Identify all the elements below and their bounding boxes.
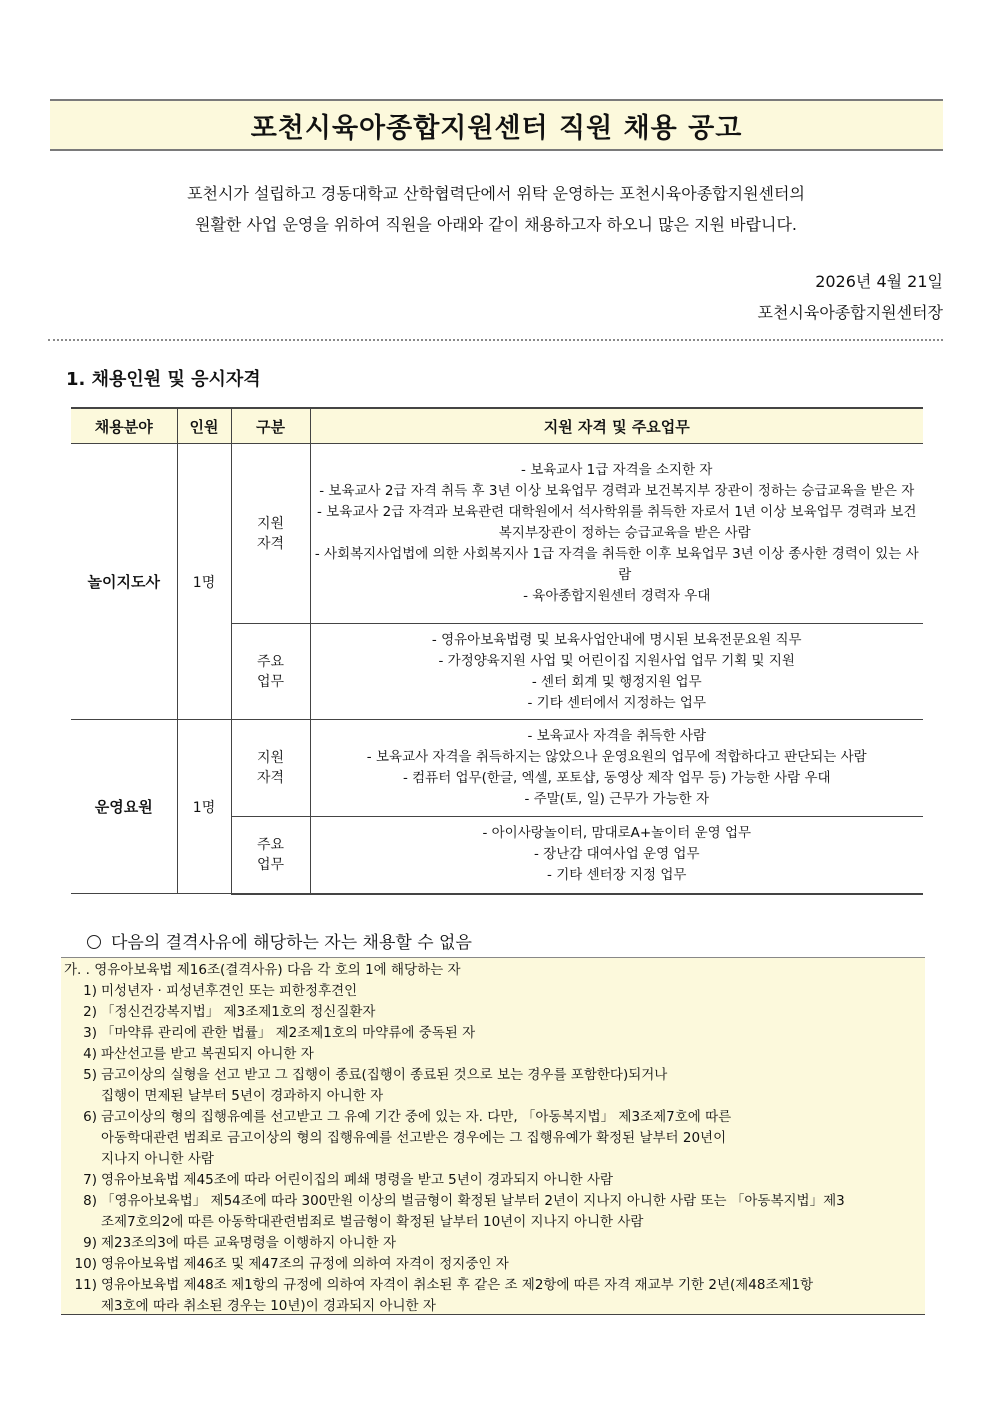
list-item: - 컴퓨터 업무(한글, 엑셀, 포토샵, 동영상 제작 업무 등) 가능한 사람 우대 xyxy=(402,770,831,786)
description-cell xyxy=(310,720,923,817)
issue-date: 2026년 4월 21일 xyxy=(815,272,943,291)
item-number: 5) xyxy=(83,1067,97,1083)
list-item: - 보육교사 1급 자격을 소지한 자 xyxy=(521,462,713,478)
item-number: 4) xyxy=(83,1046,97,1062)
category-label: 자격 xyxy=(256,535,285,552)
item-text: 「정신건강복지법」 제3조제1호의 정신질환자 xyxy=(101,1004,376,1020)
category-cell xyxy=(231,720,310,817)
item-text: 「영유아보육법」 제54조에 따라 300만원 이상의 벌금형이 확정된 날부터 2년이 지나지 아니한 사람 또는 「아동복지법」제3 xyxy=(101,1193,845,1209)
column-header: 지원 자격 및 주요업무 xyxy=(310,408,923,444)
table-row xyxy=(71,720,923,817)
disqualification-item xyxy=(63,1296,925,1317)
issuer: 포천시육아종합지원센터장 xyxy=(757,303,943,322)
item-number: 1) xyxy=(83,983,97,999)
category-label: 지원 xyxy=(256,750,285,766)
item-number: 11) xyxy=(74,1277,97,1293)
disqualification-item xyxy=(63,1191,925,1212)
list-item: - 장난감 대여사업 운영 업무 xyxy=(534,846,700,863)
column-header: 구분 xyxy=(231,408,310,444)
disqualification-item xyxy=(63,1128,925,1149)
disqualification-item xyxy=(63,1212,925,1233)
disqualification-item xyxy=(63,1149,925,1170)
disqualification-item xyxy=(63,1023,925,1044)
disqualification-item xyxy=(63,981,925,1002)
title-box xyxy=(50,99,943,151)
list-item: - 사회복지사업법에 의한 사회복지사 1급 자격을 취득한 이후 보육업무 3년 이상 종사한 경력이 있는 사람 xyxy=(314,546,919,583)
category-cell xyxy=(231,444,310,624)
item-text: 금고이상의 형의 집행유예를 선고받고 그 유예 기간 중에 있는 자. 다만, 「아동복지법」 제3조제7호에 따른 xyxy=(101,1109,732,1125)
item-text: 금고이상의 실형을 선고 받고 그 집행이 종료(집행이 종료된 것으로 보는 경우를 포함한다)되거나 xyxy=(101,1067,668,1083)
intro-paragraph xyxy=(0,178,992,240)
headcount: 1명 xyxy=(177,444,231,720)
disqualification-item xyxy=(63,1254,925,1275)
list-item: - 보육교사 2급 자격 취득 후 3년 이상 보육업무 경력과 보건복지부 장관이 정하는 승급교육을 받은 자 xyxy=(319,483,915,499)
list-item: - 주말(토, 일) 근무가 가능한 자 xyxy=(524,791,710,807)
table-header-row xyxy=(71,408,923,444)
item-text: 영유아보육법 제48조 제1항의 규정에 의하여 자격이 취소된 후 같은 조 제2항에 따른 자격 재교부 기한 2년(제48조제1항 xyxy=(101,1277,814,1293)
field-name: 놀이지도사 xyxy=(71,444,177,720)
description-cell xyxy=(310,444,923,624)
disqualification-box xyxy=(61,957,925,1315)
description-cell xyxy=(310,624,923,720)
item-number: 2) xyxy=(83,1004,97,1020)
item-number: 8) xyxy=(83,1193,97,1209)
intro-line: 포천시가 설립하고 경동대학교 산학협력단에서 위탁 운영하는 포천시육아종합지원센터의 xyxy=(187,184,805,203)
item-number xyxy=(63,1296,101,1317)
category-label: 주요 xyxy=(256,653,285,670)
disqualification-item xyxy=(63,1086,925,1107)
item-number xyxy=(63,1128,101,1149)
description-cell xyxy=(310,817,923,894)
dotted-divider xyxy=(48,339,943,341)
item-text: 미성년자 · 피성년후견인 또는 피한정후견인 xyxy=(101,983,358,999)
category-label: 업무 xyxy=(256,673,285,690)
list-item: - 센터 회계 및 행정지원 업무 xyxy=(531,673,702,690)
item-number: 3) xyxy=(83,1025,97,1041)
disqualification-heading: 가. . 영유아보육법 제16조(결격사유) 다음 각 호의 1에 해당하는 자 xyxy=(64,962,461,978)
disqualification-item xyxy=(63,1002,925,1023)
list-item: - 보육교사 2급 자격과 보육관련 대학원에서 석사학위를 취득한 자로서 1년 이상 보육업무 경력과 보건복지부장관이 정하는 승급교육을 받은 사람 xyxy=(317,504,917,541)
item-text: 제23조의3에 따른 교육명령을 이행하지 아니한 자 xyxy=(101,1235,397,1251)
item-text: 지나지 아니한 사람 xyxy=(101,1151,214,1167)
list-item: - 기타 센터장 지정 업무 xyxy=(547,867,687,884)
intro-line: 원활한 사업 운영을 위하여 직원을 아래와 같이 채용하고자 하오니 많은 지원 바랍니다. xyxy=(195,215,797,234)
item-text: 파산선고를 받고 복권되지 아니한 자 xyxy=(101,1046,314,1062)
disqualification-item xyxy=(63,1275,925,1296)
list-item: - 가정양육지원 사업 및 어린이집 지원사업 업무 기획 및 지원 xyxy=(438,652,795,669)
list-item: - 영유아보육법령 및 보육사업안내에 명시된 보육전문요원 직무 xyxy=(431,631,802,648)
item-number: 6) xyxy=(83,1109,97,1125)
category-label: 주요 xyxy=(256,836,285,853)
list-item: - 보육교사 자격을 취득하지는 않았으나 운영요원의 업무에 적합하다고 판단되는 사람 xyxy=(366,749,867,765)
list-item: - 보육교사 자격을 취득한 사람 xyxy=(527,728,707,744)
section-title: 1. 채용인원 및 응시자격 xyxy=(66,369,261,390)
headcount: 1명 xyxy=(177,720,231,894)
table-row xyxy=(71,444,923,624)
category-label: 업무 xyxy=(256,856,285,873)
page-title: 포천시육아종합지원센터 직원 채용 공고 xyxy=(250,112,743,144)
item-text: 제3호에 따라 취소된 경우는 10년)이 경과되지 아니한 자 xyxy=(101,1298,436,1314)
item-number xyxy=(63,1086,101,1107)
item-number: 7) xyxy=(83,1172,97,1188)
category-cell xyxy=(231,817,310,894)
list-item: - 아이사랑놀이터, 맘대로A+놀이터 운영 업무 xyxy=(482,825,752,842)
category-label: 지원 xyxy=(256,515,285,532)
disqualification-item xyxy=(63,1170,925,1191)
item-text: 영유아보육법 제45조에 따라 어린이집의 폐쇄 명령을 받고 5년이 경과되지 아니한 사람 xyxy=(101,1172,614,1188)
item-text: 「마약류 관리에 관한 법률」 제2조제1호의 마약류에 중독된 자 xyxy=(101,1025,476,1041)
item-number xyxy=(63,1212,101,1233)
disqualification-item xyxy=(63,1065,925,1086)
category-cell xyxy=(231,624,310,720)
column-header: 인원 xyxy=(177,408,231,444)
item-text: 아동학대관련 범죄로 금고이상의 형의 집행유예를 선고받은 경우에는 그 집행유예가 확정된 날부터 20년이 xyxy=(101,1130,727,1146)
disqualification-item xyxy=(63,1044,925,1065)
item-number xyxy=(63,1149,101,1170)
item-number: 9) xyxy=(83,1235,97,1251)
item-text: 집행이 면제된 날부터 5년이 경과하지 아니한 자 xyxy=(101,1088,384,1104)
notice-text: 다음의 결격사유에 해당하는 자는 채용할 수 없음 xyxy=(111,933,472,953)
item-text: 영유아보육법 제46조 및 제47조의 규정에 의하여 자격이 정지중인 자 xyxy=(101,1256,509,1272)
list-item: - 육아종합지원센터 경력자 우대 xyxy=(523,588,711,604)
list-item: - 기타 센터에서 지정하는 업무 xyxy=(527,694,707,711)
field-name: 운영요원 xyxy=(71,720,177,894)
item-number: 10) xyxy=(74,1256,97,1272)
disqualification-item xyxy=(63,1107,925,1128)
disqualification-notice xyxy=(87,928,472,953)
circle-bullet-icon xyxy=(87,935,101,949)
item-text: 조제7호의2에 따른 아동학대관련범죄로 벌금형이 확정된 날부터 10년이 지나지 아니한 사람 xyxy=(101,1214,644,1230)
column-header: 채용분야 xyxy=(71,408,177,444)
category-label: 자격 xyxy=(256,770,285,786)
issue-block xyxy=(758,266,943,328)
recruitment-table xyxy=(71,407,923,895)
disqualification-list xyxy=(63,981,925,1317)
disqualification-item xyxy=(63,1233,925,1254)
